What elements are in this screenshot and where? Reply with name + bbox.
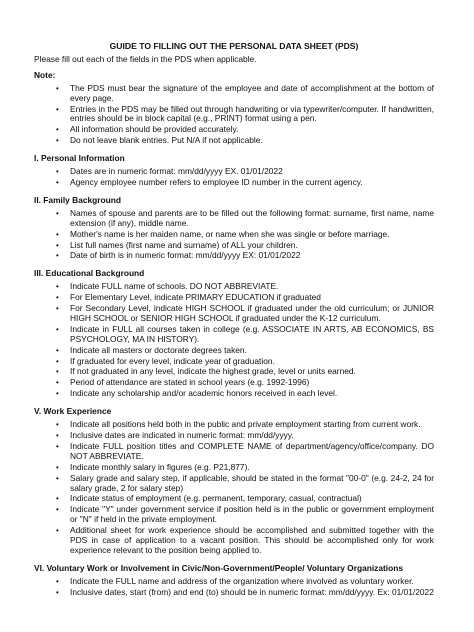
bullet-icon: •	[56, 229, 59, 239]
list-item: • Additional sheet for work experience should be accomplished and submitted together with the PDS in case of application to a vacant position. This should be accomplished only for work experience relevant to the position being applied to.	[56, 525, 434, 555]
bullet-icon: •	[56, 251, 59, 261]
voluntary-work-list	[34, 577, 434, 598]
bullet-icon: •	[56, 378, 59, 388]
list-item: • Date of birth is in numeric format: mm/dd/yyyy EX: 01/01/2022	[56, 250, 301, 261]
list-item: • Inclusive dates are indicated in numeric format: mm/dd/yyyy.	[56, 430, 294, 440]
bullet-icon: •	[56, 125, 59, 135]
note-list	[34, 84, 434, 146]
bullet-icon: •	[56, 304, 59, 314]
bullet-icon: •	[56, 104, 59, 114]
list-item: • All information should be provided accurately.	[56, 124, 239, 135]
bullet-icon: •	[56, 136, 59, 146]
family-background-list	[34, 209, 434, 262]
bullet-icon: •	[56, 505, 59, 515]
bullet-icon: •	[56, 177, 59, 187]
work-experience-list	[34, 420, 434, 556]
bullet-icon: •	[56, 587, 59, 597]
list-item: • Indicate in FULL all courses taken in college (e.g. ASSOCIATE IN ARTS, AB ECONOMICS, BS PSYCHOLOGY, MA IN HISTORY).	[56, 323, 434, 344]
list-item: • Mother's name is her maiden name, or name when she was single or before marriage.	[56, 228, 390, 239]
bullet-icon: •	[56, 441, 59, 451]
bullet-icon: •	[56, 282, 59, 292]
bullet-icon: •	[56, 420, 59, 430]
list-item: • Indicate FULL name of schools. DO NOT ABBREVIATE.	[56, 281, 279, 292]
list-item: • For Elementary Level, indicate PRIMARY EDUCATION if graduated	[56, 292, 321, 303]
document-title: GUIDE TO FILLING OUT THE PERSONAL DATA SHEET (PDS)	[109, 41, 359, 51]
educational-background-list	[34, 282, 434, 399]
personal-information-list	[34, 167, 434, 188]
list-item: • Inclusive dates, start (from) and end (to) should be in numeric format: mm/dd/yyyy. Ex: 01/01/2022	[56, 586, 434, 597]
list-item: • Indicate FULL position titles and COMPLETE NAME of department/agency/office/company. DO NOT ABBREVIATE.	[56, 440, 434, 461]
list-item: • Dates are in numeric format: mm/dd/yyyy EX. 01/01/2022	[56, 166, 283, 177]
section-heading-note: Note:	[34, 69, 56, 80]
bullet-icon: •	[56, 356, 59, 366]
section-heading-work-experience: V. Work Experience	[34, 406, 112, 417]
list-item: • Indicate "Y" under government service if position held is in the public or government employment or "N" if held in the private employment.	[56, 504, 434, 525]
list-item: • Period of attendance are stated in school years (e.g. 1992-1996)	[56, 377, 310, 388]
list-item: • For Secondary Level, indicate HIGH SCHOOL if graduated under the old curriculum; or JUNIOR HIGH SCHOOL or SENIOR HIGH SCHOOL if graduated under the K-12 curriculum.	[56, 303, 434, 323]
list-item: • Indicate all masters or doctorate degrees taken.	[56, 344, 247, 355]
bullet-icon: •	[56, 367, 59, 377]
list-item: • Entries in the PDS may be filled out through handwriting or via typewriter/computer. If handwritten, entries should be in block capital (e.g., PRINT) format using a pen.	[56, 103, 434, 124]
list-item: • Salary grade and salary step, if applicable, should be stated in the format "00-0" (e.g. 24-2, 24 for salary grade, 2 for salary step)	[56, 472, 434, 493]
bullet-icon: •	[56, 240, 59, 250]
bullet-icon: •	[56, 494, 59, 504]
list-item: • List full names (first name and surname) of ALL your children.	[56, 239, 298, 250]
section-heading-educational-background: III. Educational Background	[34, 268, 145, 279]
bullet-icon: •	[56, 473, 59, 483]
bullet-icon: •	[56, 293, 59, 303]
list-item: • Agency employee number refers to employee ID number in the current agency.	[56, 176, 363, 187]
list-item: • Indicate all positions held both in the public and private employment starting from current work.	[56, 419, 421, 430]
bullet-icon: •	[56, 526, 59, 536]
section-heading-voluntary-work: VI. Voluntary Work or Involvement in Civic/Non-Government/People/ Voluntary Organizations	[34, 562, 404, 573]
bullet-icon: •	[56, 324, 59, 334]
bullet-icon: •	[56, 83, 59, 93]
bullet-icon: •	[56, 462, 59, 472]
bullet-icon: •	[56, 208, 59, 218]
list-item: • The PDS must bear the signature of the employee and date of accomplishment at the bottom of every page.	[56, 82, 434, 103]
list-item: • If not graduated in any level, indicate the highest grade, level or units earned.	[56, 366, 356, 377]
bullet-icon: •	[56, 431, 59, 440]
section-heading-family-background: II. Family Background	[34, 194, 122, 205]
list-item: • If graduated for every level, indicate year of graduation.	[56, 355, 275, 366]
list-item: • Indicate the FULL name and address of the organization where involved as voluntary worker.	[56, 575, 414, 586]
bullet-icon: •	[56, 389, 59, 399]
list-item: • Indicate monthly salary in figures (e.g. P21,877).	[56, 461, 250, 472]
bullet-icon: •	[56, 345, 59, 355]
section-heading-personal-information: I. Personal Information	[34, 153, 125, 164]
list-item: • Names of spouse and parents are to be filled out the following format: surname, first name, name extension (if any), middle name.	[56, 207, 434, 228]
list-item: • Indicate any scholarship and/or academic honors received in each level.	[56, 388, 338, 399]
list-item: • Do not leave blank entries. Put N/A if not applicable.	[56, 135, 263, 146]
bullet-icon: •	[56, 167, 59, 177]
list-item: • Indicate status of employment (e.g. permanent, temporary, casual, contractual)	[56, 493, 362, 504]
intro-text: Please fill out each of the fields in the PDS when applicable.	[34, 53, 257, 64]
bullet-icon: •	[56, 576, 59, 586]
